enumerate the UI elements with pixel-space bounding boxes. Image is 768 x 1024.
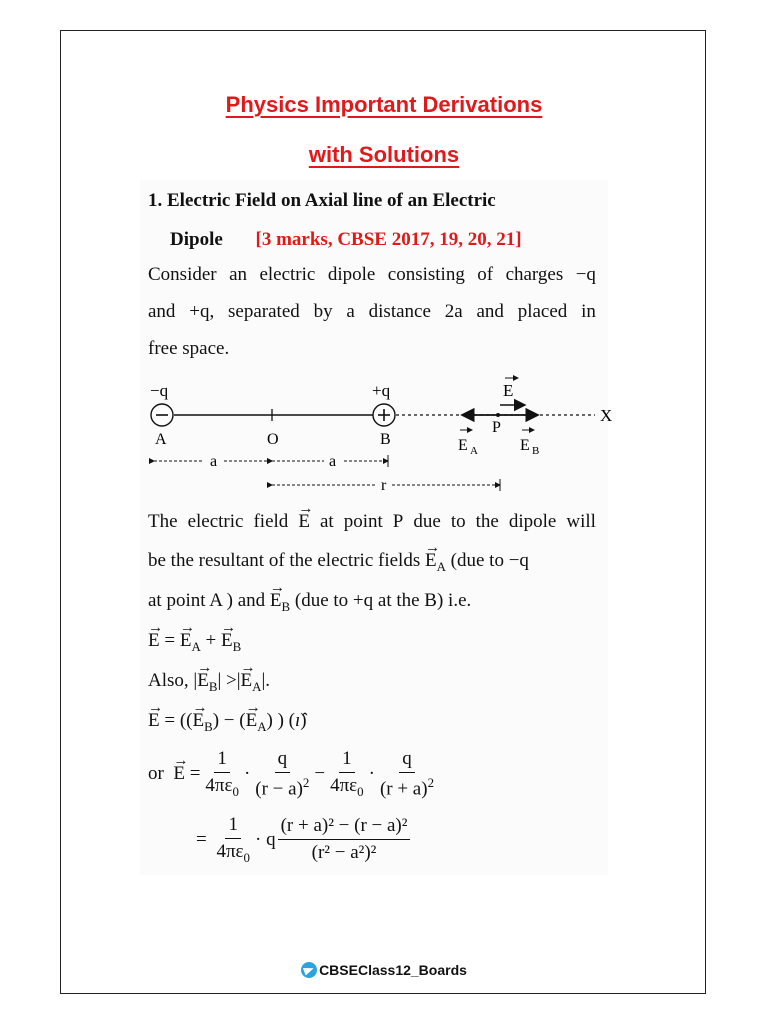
word: distance xyxy=(368,301,431,322)
equation-also: Also, |→ $E_B|$ >|→ $E_A|$. xyxy=(148,670,270,695)
pos-charge-label: +q xyxy=(372,381,391,400)
intro-line-2 xyxy=(148,301,596,323)
channel-name: CBSEClass12_Boards xyxy=(319,962,467,978)
label-e: E xyxy=(503,381,514,400)
marks-badge: [3 marks, CBSE 2017, 19, 20, 21] xyxy=(255,229,522,250)
word: Consider xyxy=(148,264,217,285)
word: dipole xyxy=(327,264,376,285)
word: charges xyxy=(505,264,564,285)
word: 2a xyxy=(444,301,463,322)
section-heading-cont xyxy=(148,229,522,251)
word: will xyxy=(566,511,596,532)
word: to xyxy=(450,511,466,532)
section-heading: 1. Electric Field on Axial line of an Electric xyxy=(148,190,496,211)
text-run: or xyxy=(148,763,164,785)
heading-dipole: Dipole xyxy=(170,229,223,250)
vector-e: → E xyxy=(192,710,204,732)
word: and xyxy=(476,301,504,322)
label-ea-sub: A xyxy=(470,445,478,457)
vector-e: → E xyxy=(298,511,310,533)
vector-e: → E xyxy=(180,630,192,652)
text-run: (due to +q at the B) i.e. xyxy=(294,590,472,611)
operator: + xyxy=(205,630,217,651)
word: point xyxy=(343,511,383,532)
word: due xyxy=(413,511,441,532)
dist-r-label: r xyxy=(381,477,387,494)
word: electric xyxy=(187,511,244,532)
equation-4: = $\frac{1}{4\pi\varepsilon_0}$ · q $\frac{\text{(r + a)² − (r − a)²}}{\text{(r² − a²)²}}$ xyxy=(196,814,412,866)
vector-e: → E xyxy=(221,630,233,652)
subscript: B xyxy=(232,638,242,654)
equation-2: → E = ((→ $E_B$) − (→ $E_A$) ) (ı̂) xyxy=(148,710,307,735)
vector-e: → E xyxy=(246,710,258,732)
subscript: B xyxy=(204,718,213,734)
equation-1: → E = → $E_A$ + → $E_B$ xyxy=(148,630,241,655)
label-o: O xyxy=(267,431,279,448)
vector-e: → E xyxy=(270,590,282,612)
dist-a1-label: a xyxy=(210,453,218,470)
vector-e: → E xyxy=(425,550,437,572)
body-line-1 xyxy=(148,511,596,533)
vector-e: → E xyxy=(148,630,160,652)
fraction: $\frac{1}{4\pi\varepsilon_0}$ xyxy=(216,814,250,865)
page-title-line2: with Solutions xyxy=(308,142,460,167)
word: The xyxy=(148,511,178,532)
body-line-3 xyxy=(148,590,471,615)
word: of xyxy=(477,264,494,285)
word: dipole xyxy=(508,511,557,532)
vector-e: → E xyxy=(241,670,253,692)
subscript: B xyxy=(281,598,291,614)
subscript: A xyxy=(191,638,201,654)
footer-channel[interactable] xyxy=(0,962,768,978)
word: −q xyxy=(575,264,596,285)
label-x: X xyxy=(600,406,613,425)
word: by xyxy=(313,301,333,322)
word: in xyxy=(581,301,596,322)
label-eb-sub: B xyxy=(532,445,540,457)
word: the xyxy=(475,511,499,532)
word: at xyxy=(319,511,334,532)
word: electric xyxy=(259,264,316,285)
text-run: Also, xyxy=(148,670,189,691)
fraction: $\frac{1}{4\pi\varepsilon_0}$ xyxy=(330,748,364,800)
word: an xyxy=(229,264,247,285)
word: field xyxy=(253,511,289,532)
word: placed xyxy=(517,301,568,322)
word: +q, xyxy=(189,301,215,322)
label-ea: E xyxy=(458,437,468,454)
dist-a2-label: a xyxy=(329,453,337,470)
telegram-icon xyxy=(301,962,317,978)
fraction: $\frac{q}{(r + a)^2}$ xyxy=(379,748,435,800)
vector-e: → E xyxy=(148,710,160,732)
subscript: A xyxy=(436,558,446,574)
neg-charge-label: −q xyxy=(150,381,169,400)
subscript: B xyxy=(208,678,218,694)
label-eb: E xyxy=(520,437,530,454)
equation-3: or → E = $\frac{1}{4\pi\varepsilon_0}$ · $\frac{q}{(r - a)^2}$ − $\frac{1}{4\pi\varepsilon_0}$ · $\frac{q}{(r + a)^2}$ xyxy=(148,748,439,800)
word: P xyxy=(392,511,404,532)
vector-e: → E xyxy=(173,763,185,785)
vector-e: → E xyxy=(197,670,209,692)
dipole-diagram xyxy=(140,372,620,500)
label-p: P xyxy=(492,419,501,436)
word: a xyxy=(346,301,355,322)
word: consisting xyxy=(387,264,465,285)
text-run: at point A ) and xyxy=(148,590,266,611)
fraction: $\frac{\text{(r + a)² − (r − a)²}}{\text{(r² − a²)²}}$ xyxy=(278,815,411,864)
fraction: $\frac{q}{(r - a)^2}$ xyxy=(255,748,310,800)
word: and xyxy=(148,301,176,322)
text-run: be the resultant of the electric fields xyxy=(148,550,421,571)
text-run: (due to −q xyxy=(450,550,529,571)
word: separated xyxy=(228,301,300,322)
fraction: $\frac{1}{4\pi\varepsilon_0}$ xyxy=(205,748,239,800)
label-b: B xyxy=(380,431,391,448)
intro-line-1 xyxy=(148,264,596,286)
label-a: A xyxy=(155,431,167,448)
subscript: A xyxy=(252,678,262,694)
intro-line-3: free space. xyxy=(148,338,230,359)
page-title-line1: Physics Important Derivations xyxy=(225,92,543,117)
subscript: A xyxy=(257,718,267,734)
body-line-2 xyxy=(148,550,529,575)
